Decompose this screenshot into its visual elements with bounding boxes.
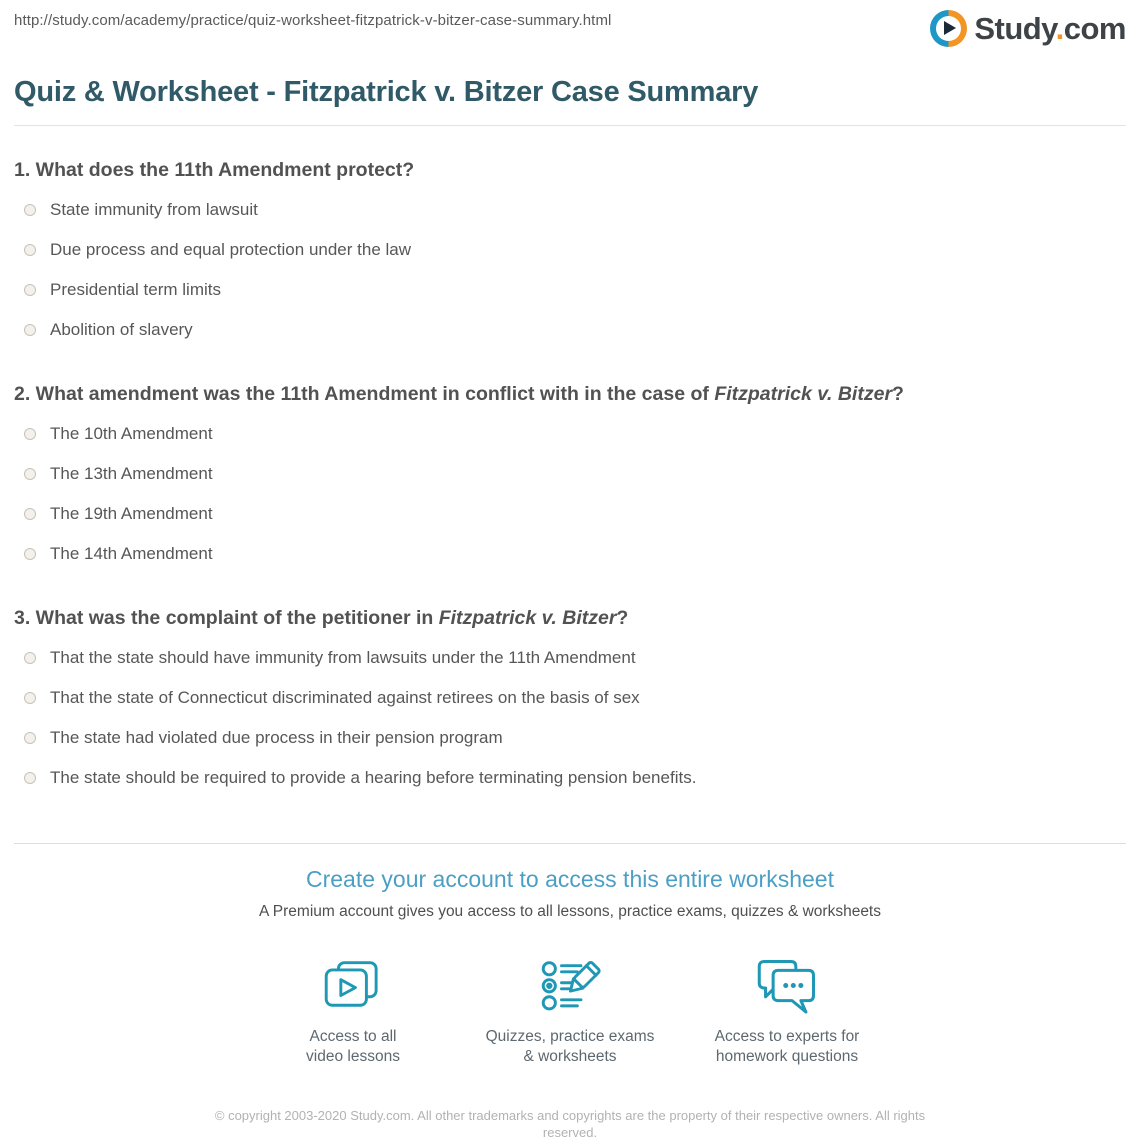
feature-expert-help [679,959,896,1067]
option-label: State immunity from lawsuit [50,200,258,219]
option-label: That the state should have immunity from lawsuits under the 11th Amendment [50,648,636,667]
experts-chat-icon [755,959,819,1017]
radio-button[interactable] [24,428,36,440]
question-2-suffix: ? [892,383,904,405]
question-3-text: 3. What was the complaint of the petitioner in [14,607,439,629]
studycom-play-icon [930,10,967,47]
option-label: Due process and equal protection under the law [50,240,412,259]
radio-button[interactable] [24,692,36,704]
logo-word-study: Study [974,10,1056,46]
radio-button[interactable] [24,508,36,520]
radio-button[interactable] [24,244,36,256]
option-row[interactable] [14,638,1126,678]
option-row[interactable] [14,718,1126,758]
feature-caption-line2: & worksheets [523,1048,617,1065]
question-3-heading [14,607,1126,630]
feature-caption-line1: Quizzes, practice exams [485,1028,655,1045]
option-label: That the state of Connecticut discriminated against retirees on the basis of sex [50,688,640,707]
studycom-logo-text [974,11,1126,47]
page-url: http://study.com/academy/practice/quiz-worksheet-fitzpatrick-v-bitzer-case-summary.html [14,12,612,29]
question-2-case-name: Fitzpatrick v. Bitzer [714,383,893,405]
content-divider [14,843,1126,844]
radio-button[interactable] [24,324,36,336]
feature-caption [715,1027,860,1067]
option-row[interactable] [14,190,1126,230]
radio-button[interactable] [24,548,36,560]
option-row[interactable] [14,758,1126,798]
feature-caption-line1: Access to all [309,1028,397,1045]
question-3 [14,607,1126,798]
radio-button[interactable] [24,284,36,296]
option-label: The 13th Amendment [50,464,213,483]
option-row[interactable] [14,678,1126,718]
logo-dot: . [1055,10,1064,46]
radio-button[interactable] [24,772,36,784]
question-2 [14,383,1126,574]
cta-subtitle: A Premium account gives you access to all lessons, practice exams, quizzes & worksheets [259,903,881,920]
option-label: The 10th Amendment [50,424,213,443]
feature-caption-line2: homework questions [715,1048,859,1065]
question-2-text: 2. What amendment was the 11th Amendment in conflict with in the case of [14,383,715,405]
option-label: The 19th Amendment [50,504,213,523]
question-3-options [14,638,1126,798]
option-label: Presidential term limits [50,280,221,299]
question-1-text: 1. What does the 11th Amendment protect? [14,159,415,181]
radio-button[interactable] [24,732,36,744]
question-1-heading [14,159,1126,182]
header [14,0,1126,52]
features-row [14,959,1126,1067]
option-row[interactable] [14,494,1126,534]
cta-section [14,866,1126,921]
option-label: The 14th Amendment [50,544,213,563]
radio-button[interactable] [24,652,36,664]
feature-video-lessons [245,959,462,1067]
question-3-suffix: ? [616,607,629,629]
video-lessons-icon [322,959,384,1017]
feature-caption [306,1027,400,1067]
option-label: The state had violated due process in their pension program [50,728,503,747]
option-row[interactable] [14,534,1126,574]
title-divider [14,125,1126,126]
option-row[interactable] [14,454,1126,494]
radio-button[interactable] [24,204,36,216]
option-row[interactable] [14,310,1126,350]
radio-button[interactable] [24,468,36,480]
cta-title[interactable]: Create your account to access this entire worksheet [306,866,834,892]
question-1 [14,159,1126,350]
option-row[interactable] [14,270,1126,310]
feature-caption [486,1027,655,1067]
question-3-case-name: Fitzpatrick v. Bitzer [438,607,617,629]
question-1-options [14,190,1126,350]
question-2-heading [14,383,1126,406]
copyright-text: © copyright 2003-2020 Study.com. All other trademarks and copyrights are the property of their respective owners. All rights reserved. [214,1108,926,1140]
option-row[interactable] [14,230,1126,270]
feature-quizzes-worksheets [462,959,679,1067]
studycom-logo[interactable] [930,10,1126,47]
page-title: Quiz & Worksheet - Fitzpatrick v. Bitzer Case Summary [14,76,759,108]
option-label: The state should be required to provide a hearing before terminating pension benefits. [50,768,697,787]
logo-word-com: com [1063,10,1126,46]
quiz-worksheet-icon [539,959,601,1017]
option-row[interactable] [14,414,1126,454]
question-2-options [14,414,1126,574]
feature-caption-line1: Access to experts for [714,1028,860,1045]
feature-caption-line2: video lessons [306,1048,400,1065]
option-label: Abolition of slavery [50,320,193,339]
